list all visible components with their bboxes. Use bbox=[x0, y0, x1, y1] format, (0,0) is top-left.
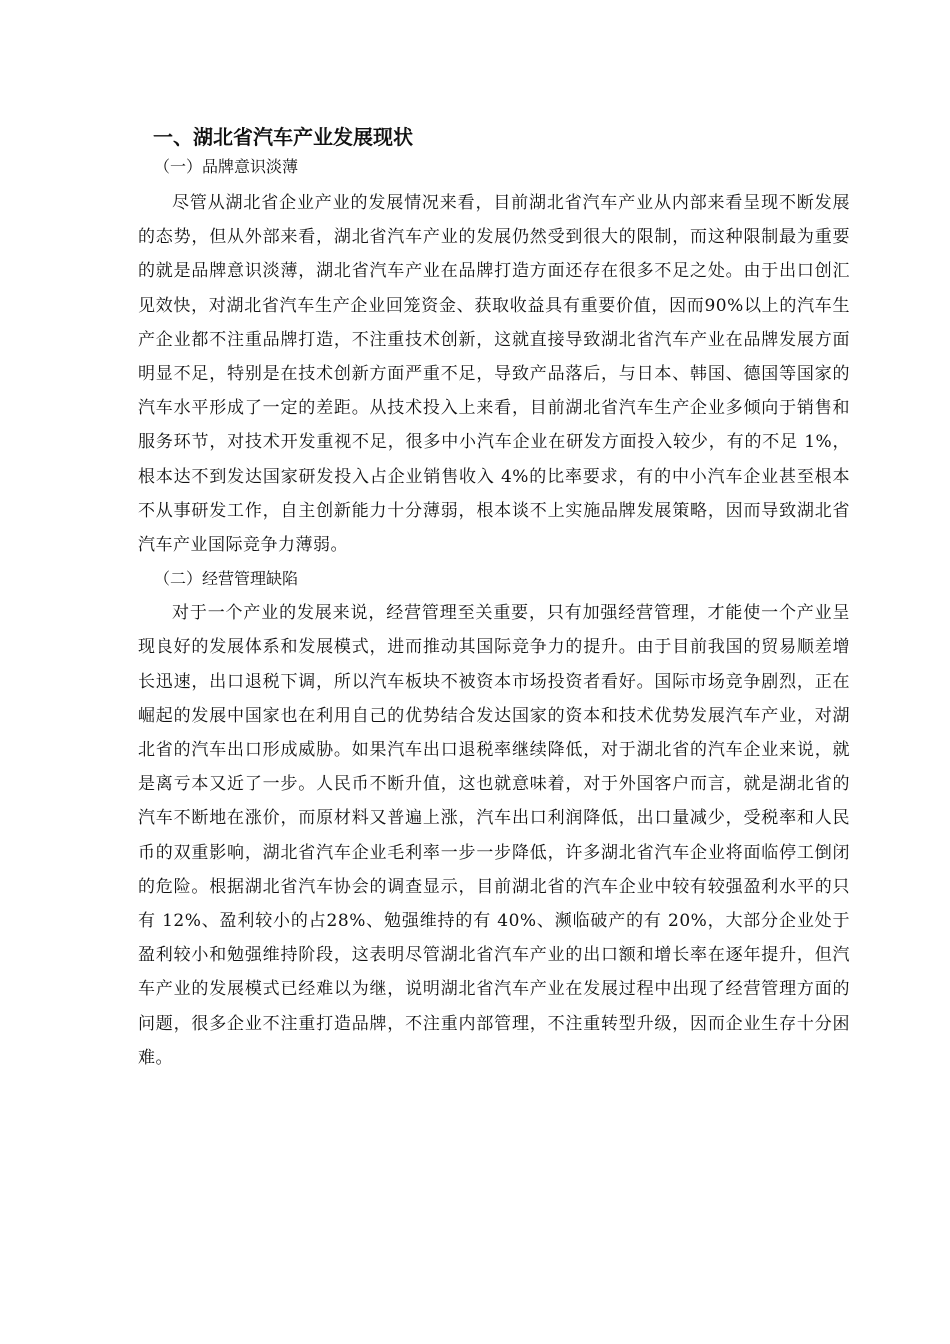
paragraph-management: 对于一个产业的发展来说，经营管理至关重要，只有加强经营管理，才能使一个产业呈现良好的发展体系和发展模式，进而推动其国际竞争力的提升。由于目前我国的贸易顺差增长迅速，出口退税下调，所以汽车板块不被资本市场投资者看好。国际市场竞争剧烈，正在崛起的发展中国家也在利用自己的优势结合发达国家的资本和技术优势发展汽车产业，对湖北省的汽车出口形成威胁。如果汽车出口退税率继续降低，对于湖北省的汽车企业来说，就是离亏本又近了一步。人民币不断升值，这也就意味着，对于外国客户而言，就是湖北省的汽车不断地在涨价，而原材料又普遍上涨，汽车出口利润降低，出口量减少，受税率和人民币的双重影响，湖北省汽车企业毛利率一步一步降低，许多湖北省汽车企业将面临停工倒闭的危险。根据湖北省汽车协会的调查显示，目前湖北省的汽车企业中较有较强盈利水平的只有 12%、盈利较小的占28%、勉强维持的有 40%、濒临破产的有 20%，大部分企业处于盈利较小和勉强维持阶段，这表明尽管湖北省汽车产业的出口额和增长率在逐年提升，但汽车产业的发展模式已经难以为继，说明湖北省汽车产业在发展过程中出现了经营管理方面的问题，很多企业不注重打造品牌，不注重内部管理，不注重转型升级，因而企业生存十分困难。 bbox=[138, 603, 850, 1068]
subsection-heading-brand-awareness: （一）品牌意识淡薄 bbox=[154, 157, 299, 176]
section-title: 一、湖北省汽车产业发展现状 bbox=[153, 125, 413, 149]
subsection-heading-management: （二）经营管理缺陷 bbox=[154, 569, 299, 589]
document-body bbox=[138, 122, 850, 1075]
paragraph-brand-awareness: 尽管从湖北省企业产业的发展情况来看，目前湖北省汽车产业从内部来看呈现不断发展的态势，但从外部来看，湖北省汽车产业的发展仍然受到很大的限制，而这种限制最为重要的就是品牌意识淡薄，湖北省汽车产业在品牌打造方面还存在很多不足之处。由于出口创汇见效快，对湖北省汽车生产企业回笼资金、获取收益具有重要价值，因而90%以上的汽车生产企业都不注重品牌打造，不注重技术创新，这就直接导致湖北省汽车产业在品牌发展方面明显不足，特别是在技术创新方面严重不足，导致产品落后，与日本、韩国、德国等国家的汽车水平形成了一定的差距。从技术投入上来看，目前湖北省汽车生产企业多倾向于销售和服务环节，对技术开发重视不足，很多中小汽车企业在研发方面投入较少，有的不足 1%，根本达不到发达国家研发投入占企业销售收入 4%的比率要求，有的中小汽车企业甚至根本不从事研发工作，自主创新能力十分薄弱，根本谈不上实施品牌发展策略，因而导致湖北省汽车产业国际竞争力薄弱。 bbox=[138, 193, 850, 556]
